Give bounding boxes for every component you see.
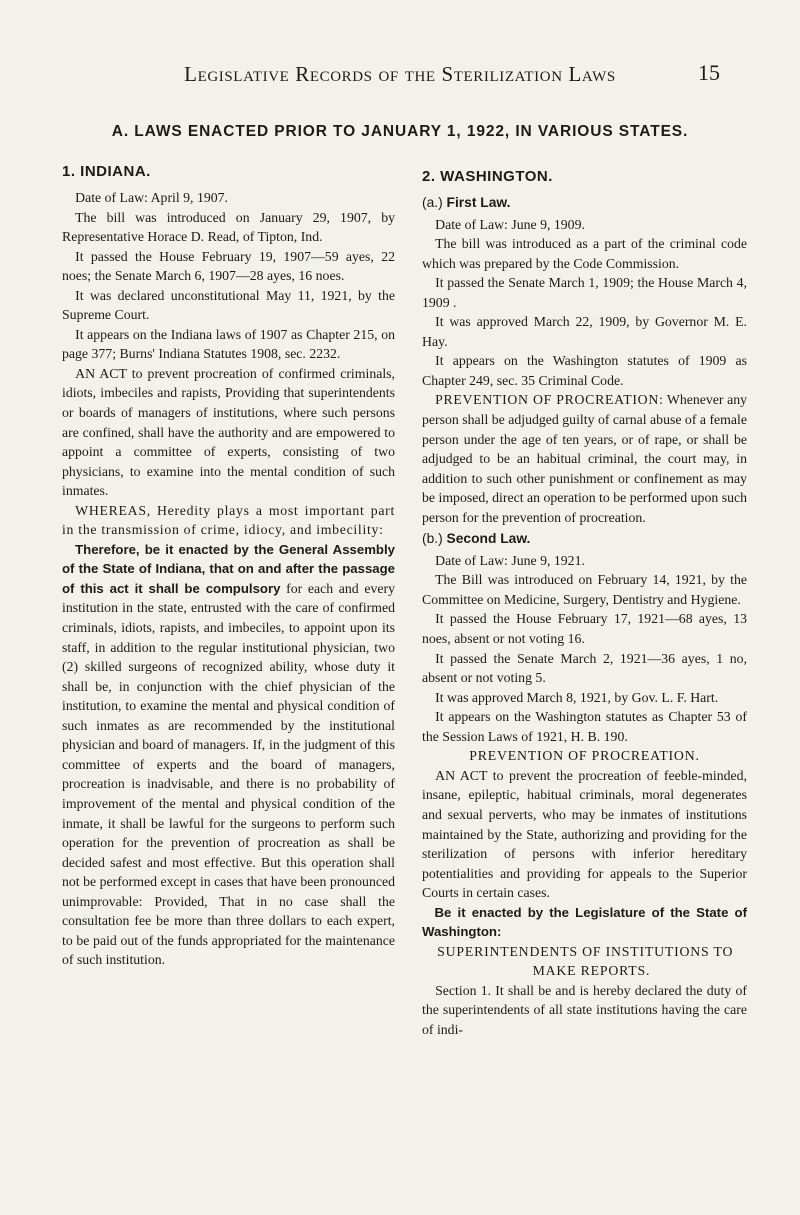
- washington-paragraph: It appears on the Washington statutes of 1909 as Chapter 249, sec. 35 Criminal Code.: [422, 353, 747, 388]
- first-law-title: First Law.: [446, 195, 511, 210]
- state-heading-indiana: 1. INDIANA.: [62, 163, 151, 180]
- indiana-paragraph: It appears on the Indiana laws of 1907 as Chapter 215, on page 377; Burns' Indiana Statutes 1908, sec. 2232.: [62, 326, 395, 362]
- washington-paragraph: It was approved March 22, 1909, by Governor M. E. Hay.: [422, 314, 747, 349]
- washington-paragraph: The bill was introduced as a part of the criminal code which was prepared by the Code Commission.: [422, 236, 747, 271]
- indiana-act-title: AN ACT to prevent procreation of confirmed criminals, idiots, imbeciles and rapists, Providing that superintendents or boards of managers of institutions, where such persons are confined, shall have the authority and are empowered to appoint a committee of experts, consisting of two physicians, to examine into the mental condition of such inmates.: [62, 365, 395, 499]
- washington-enacting-clause: Be it enacted by the Legislature of the State of Washington:: [422, 904, 747, 940]
- washington-paragraph: The Bill was introduced on February 14, 1921, by the Committee on Medicine, Surgery, Dentistry and Hygiene.: [422, 572, 747, 607]
- prevention-heading-2: PREVENTION OF PROCREATION.: [469, 748, 700, 764]
- indiana-paragraph: Date of Law: April 9, 1907.: [75, 190, 228, 205]
- indiana-whereas: WHEREAS, Heredity plays a most important part in the transmission of crime, idiocy, and imbecility:: [62, 502, 395, 538]
- washington-paragraph: It passed the Senate March 1, 1909; the House March 4, 1909 .: [422, 275, 747, 310]
- prevention-text-1: Whenever any person shall be adjudged guilty of carnal abuse of a female person under the age of ten years, or of rape, or shall be adjudged to be an habitual criminal, the court may, in addition to such other punishment or confinement as may be imposed, direct an operation to be performed upon such person for the prevention of procreation.: [422, 392, 747, 525]
- prevention-paragraph-1: [422, 390, 747, 527]
- washington-paragraph: Date of Law: June 9, 1921.: [435, 552, 585, 568]
- second-law-heading: [422, 529, 747, 549]
- left-column: [62, 162, 395, 970]
- superintendents-heading: SUPERINTENDENTS OF INSTITUTIONS TO MAKE REPORTS.: [437, 943, 734, 979]
- washington-paragraph: It passed the Senate March 2, 1921—36 ayes, 1 no, absent or not voting 5.: [422, 650, 747, 686]
- enacting-clause-bold: Therefore, be it enacted by the General Assembly of the State of Indiana, that on and after the passage of this act it shall be compulsory: [62, 541, 395, 596]
- washington-act-title: AN ACT to prevent the procreation of feeble-minded, insane, epileptic, habitual criminals, moral degenerates and sexual perverts, who may be inmates of institutions maintained by the State, authorizing and providing for the sterilization of persons with inferior hereditary potentialities and providing for appeals to the Superior Courts in certain cases.: [422, 767, 747, 901]
- indiana-paragraph: It was declared unconstitutional May 11, 1921, by the Supreme Court.: [62, 287, 395, 323]
- first-law-label: (a.): [422, 195, 443, 210]
- washington-section-1: Section 1. It shall be and is hereby declared the duty of the superintendents of all state institutions having the care of indi-: [422, 982, 747, 1037]
- page-number: 15: [698, 60, 720, 85]
- first-law-heading: [422, 193, 747, 213]
- enacting-clause-text: for each and every institution in the state, entrusted with the care of confirmed criminals, idiots, rapists, and imbeciles, to appoint upon its staff, in addition to the regular institutional physician, two (2) skilled surgeons of recognized ability, whose duty it shall be, in conjunction with the chief physician of the institution, to examine the mental and physical condition of such inmates as are recommended by the institutional physician and board of managers. If, in the judgment of this committee of experts and the board of managers, procreation is inadvisable, and there is no probability of improvement of the mental and physical condition of the inmate, it shall be lawful for the surgeons to perform such operation for the prevention of procreation as shall be decided safest and most effective. But this operation shall not be performed except in cases that have been pronounced unimprovable: Provided, That in no case shall the consultation fee be more than three dollars to each expert, to be paid out of the funds appropriated for the maintenance of such institution.: [62, 580, 395, 968]
- indiana-paragraph: The bill was introduced on January 29, 1907, by Representative Horace D. Read, of Tipton, Ind.: [62, 209, 395, 245]
- washington-paragraph: It passed the House February 17, 1921—68 ayes, 13 noes, absent or not voting 16.: [422, 611, 747, 647]
- running-title: Legislative Records of the Sterilization Laws: [184, 62, 616, 86]
- second-law-label: (b.): [422, 531, 443, 547]
- washington-paragraph: It was approved March 8, 1921, by Gov. L. F. Hart.: [435, 689, 719, 705]
- section-heading: A. LAWS ENACTED PRIOR TO JANUARY 1, 1922, IN VARIOUS STATES.: [111, 123, 689, 140]
- prevention-heading-1: PREVENTION OF PROCREATION:: [435, 392, 664, 408]
- state-heading-washington: 2. WASHINGTON.: [422, 168, 553, 185]
- washington-paragraph: Date of Law: June 9, 1909.: [435, 216, 585, 232]
- running-header: [0, 60, 800, 94]
- indiana-paragraph: It passed the House February 19, 1907—59 ayes, 22 noes; the Senate March 6, 1907—28 ayes, 16 noes.: [62, 248, 395, 284]
- right-column: [422, 162, 747, 1040]
- washington-paragraph: It appears on the Washington statutes as Chapter 53 of the Session Laws of 1921, H. B. 190.: [422, 709, 747, 744]
- second-law-title: Second Law.: [446, 531, 531, 547]
- indiana-enacting-clause: [62, 540, 395, 970]
